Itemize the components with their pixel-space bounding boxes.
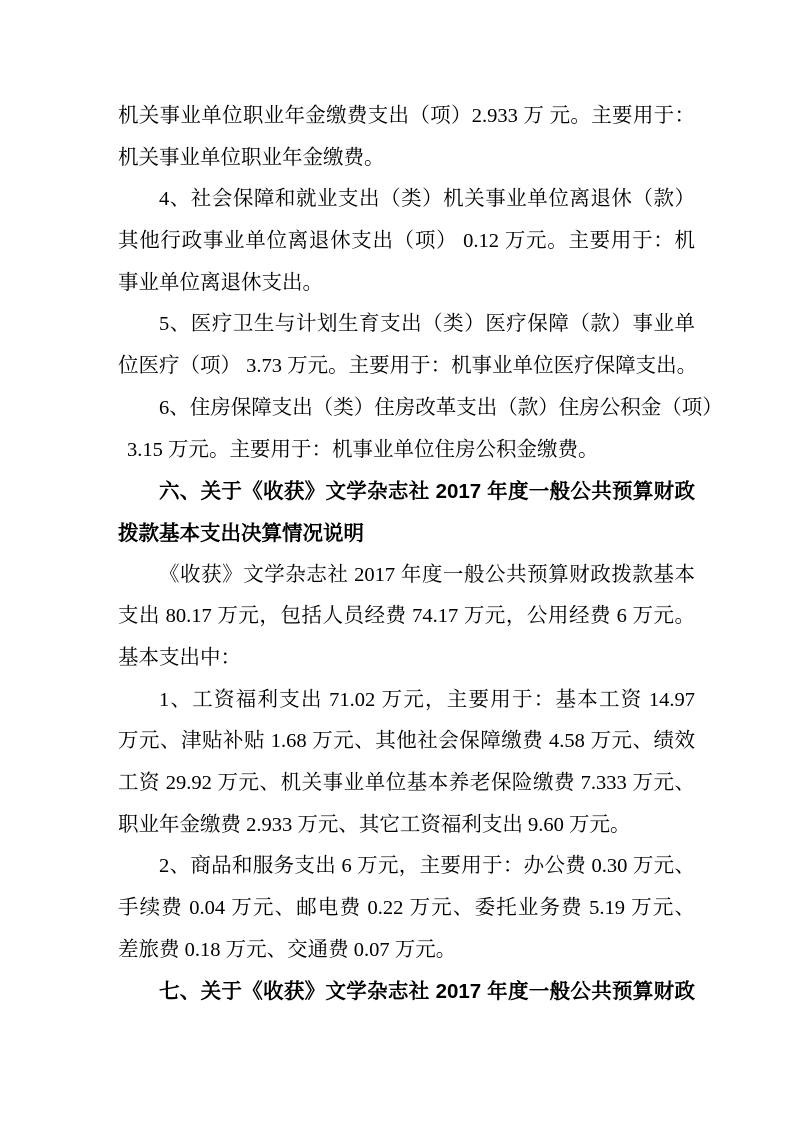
document-text-line: 支出 80.17 万元，包括人员经费 74.17 万元，公用经费 6 万元。 — [118, 605, 695, 628]
document-text-line: 其他行政事业单位离退休支出（项） 0.12 万元。主要用于：机 — [118, 230, 695, 253]
document-text-line: 位医疗（项） 3.73 万元。主要用于：机事业单位医疗保障支出。 — [118, 355, 698, 378]
document-text-line: 工资 29.92 万元、机关事业单位基本养老保险缴费 7.333 万元、 — [118, 772, 695, 794]
document-text-block — [118, 96, 723, 1013]
document-text-line: 机关事业单位职业年金缴费。 — [118, 146, 385, 169]
section-6-heading-line-1: 六、关于《收获》文学杂志社 2017 年度一般公共预算财政 — [159, 480, 695, 504]
document-text-line: 2、商品和服务支出 6 万元，主要用于：办公费 0.30 万元、 — [159, 855, 695, 878]
document-text-line: 5、医疗卫生与计划生育支出（类）医疗保障（款）事业单 — [159, 313, 695, 336]
document-text-line: 6、住房保障支出（类）住房改革支出（款）住房公积金（项） — [159, 396, 723, 419]
document-text-line: 手续费 0.04 万元、邮电费 0.22 万元、委托业务费 5.19 万元、 — [118, 897, 695, 920]
document-text-line: 4、社会保障和就业支出（类）机关事业单位离退休（款） — [159, 188, 695, 211]
document-text-line: 职业年金缴费 2.933 万元、其它工资福利支出 9.60 万元。 — [118, 813, 631, 836]
document-text-line: 3.15 万元。主要用于：机事业单位住房公积金缴费。 — [127, 438, 599, 461]
document-text-line: 机关事业单位职业年金缴费支出（项）2.933 万 元。主要用于： — [118, 105, 695, 127]
document-text-line: 万元、津贴补贴 1.68 万元、其他社会保障缴费 4.58 万元、绩效 — [118, 730, 695, 753]
document-text-line: 差旅费 0.18 万元、交通费 0.07 万元。 — [118, 938, 457, 961]
document-text-line: 基本支出中： — [118, 646, 241, 669]
document-text-line: 《收获》文学杂志社 2017 年度一般公共预算财政拨款基本 — [159, 563, 695, 586]
document-text-line: 事业单位离退休支出。 — [118, 271, 323, 294]
section-6-heading-line-2: 拨款基本支出决算情况说明 — [118, 521, 364, 545]
document-text-line: 1、工资福利支出 71.02 万元，主要用于：基本工资 14.97 — [159, 688, 695, 711]
section-7-heading-line-1: 七、关于《收获》文学杂志社 2017 年度一般公共预算财政 — [159, 980, 695, 1004]
